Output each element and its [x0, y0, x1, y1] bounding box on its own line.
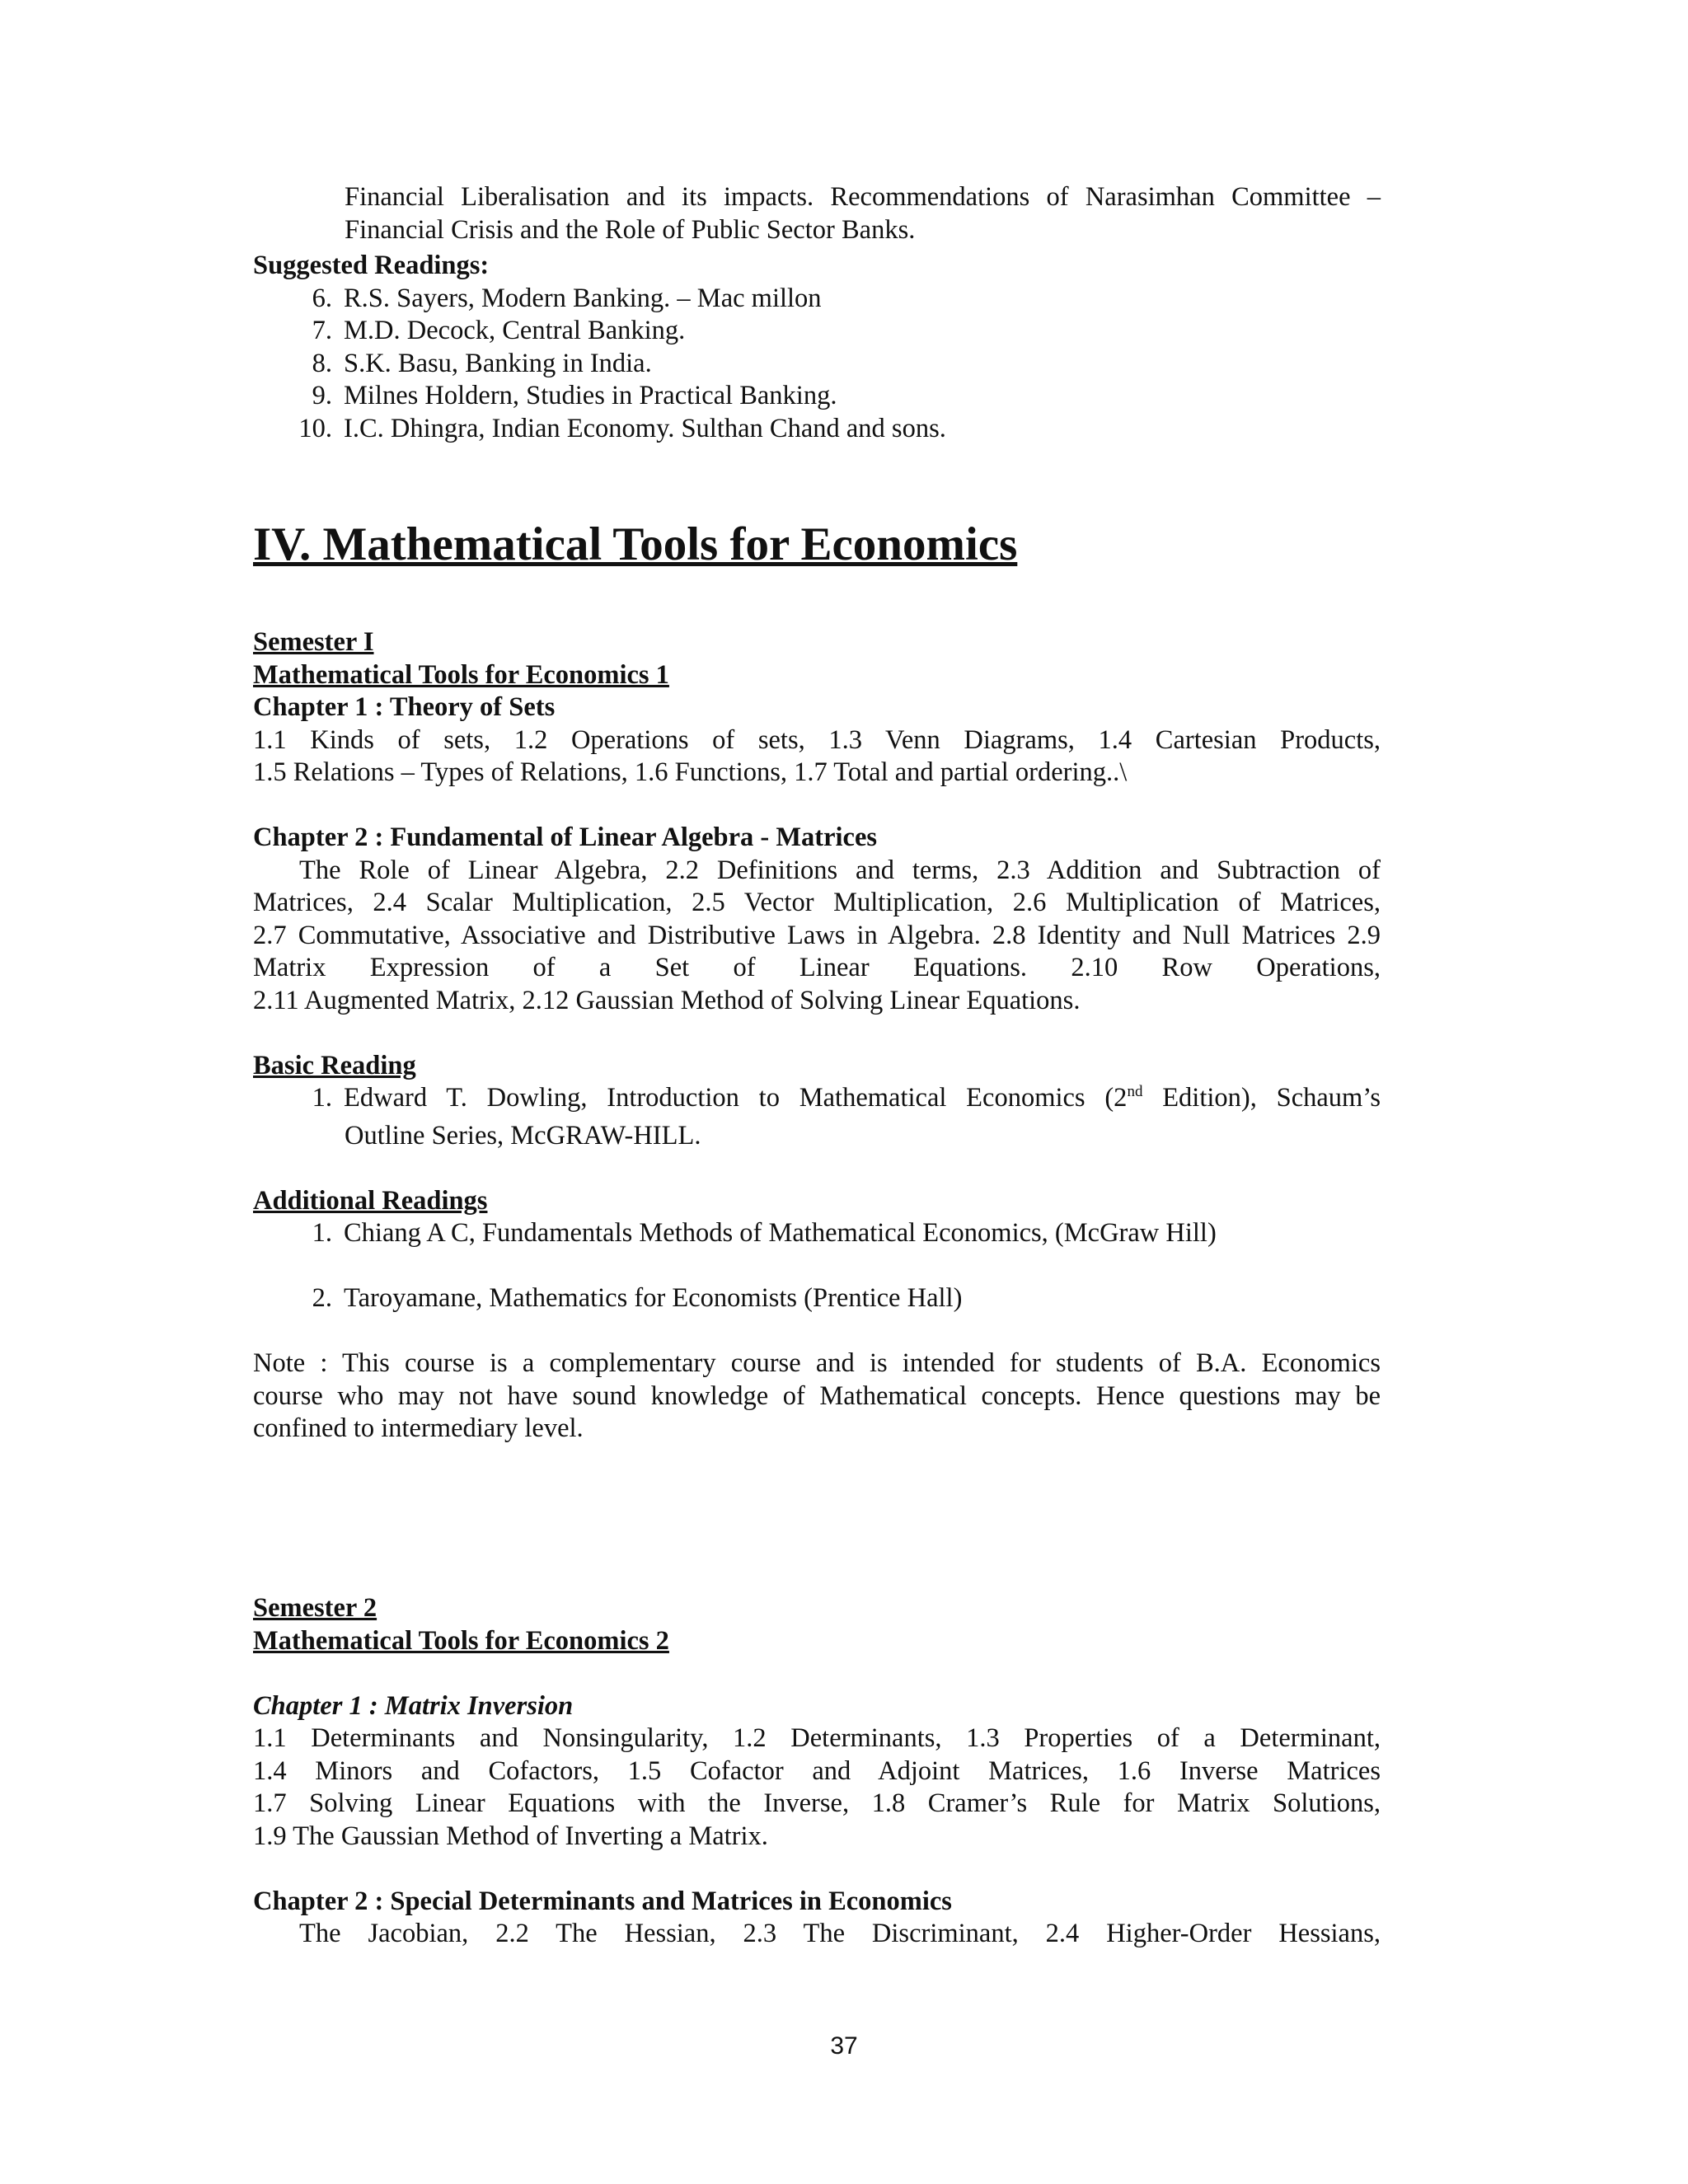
sem2-chapter-1-line-2: 1.4 Minors and Cofactors, 1.5 Cofactor and Adjoint Matrices, 1.6 Inverse Matrices: [253, 1755, 1381, 1786]
note-line-1: Note : This course is a complementary course and is intended for students of B.A. Economics: [253, 1348, 1381, 1378]
sem1-chapter-1-title: Chapter 1 : Theory of Sets: [253, 692, 556, 722]
intro-line-1: Financial Liberalisation and its impacts. Recommendations of Narasimhan Committee –: [345, 182, 1381, 212]
suggested-readings-heading: Suggested Readings:: [253, 251, 490, 280]
list-item: 8. S.K. Basu, Banking in India.: [312, 348, 652, 378]
sem2-chapter-2-line-1: The Jacobian, 2.2 The Hessian, 2.3 The Discriminant, 2.4 Higher-Order Hessians,: [299, 1919, 1381, 1948]
sem1-chapter-2-title: Chapter 2 : Fundamental of Linear Algebra - Matrices: [253, 823, 878, 852]
basic-reading-heading: Basic Reading: [253, 1050, 416, 1080]
list-item: 6. R.S. Sayers, Modern Banking. – Mac millon: [312, 283, 822, 313]
sem2-chapter-1-line-3: 1.7 Solving Linear Equations with the Inverse, 1.8 Cramer’s Rule for Matrix Solutions,: [253, 1788, 1381, 1818]
sem2-chapter-1-line-4: 1.9 The Gaussian Method of Inverting a Matrix.: [253, 1821, 768, 1851]
section-title: IV. Mathematical Tools for Economics: [253, 518, 1018, 570]
list-item: 9. Milnes Holdern, Studies in Practical Banking.: [312, 381, 837, 410]
note-line-2: course who may not have sound knowledge of Mathematical concepts. Hence questions may be: [253, 1380, 1381, 1411]
sem1-chapter-2-line-5: 2.11 Augmented Matrix, 2.12 Gaussian Method of Solving Linear Equations.: [253, 985, 1081, 1015]
sem1-chapter-1-line-2: 1.5 Relations – Types of Relations, 1.6 Functions, 1.7 Total and partial ordering..\: [253, 757, 1128, 787]
list-item: 10. I.C. Dhingra, Indian Economy. Sulthan Chand and sons.: [298, 413, 946, 443]
sem1-chapter-2-line-4: Matrix Expression of a Set of Linear Equations. 2.10 Row Operations,: [253, 953, 1381, 982]
page-number: 37: [830, 2032, 858, 2060]
semester-1-course: Mathematical Tools for Economics 1: [253, 659, 669, 690]
note-line-3: confined to intermediary level.: [253, 1413, 584, 1443]
basic-reading-line-2: Outline Series, McGRAW-HILL.: [345, 1120, 701, 1151]
semester-2-course: Mathematical Tools for Economics 2: [253, 1625, 669, 1656]
sem1-chapter-2-line-1: The Role of Linear Algebra, 2.2 Definitions and terms, 2.3 Addition and Subtraction of: [299, 855, 1381, 885]
semester-1-block: [253, 626, 1381, 1446]
list-item: 2. Taroyamane, Mathematics for Economists (Prentice Hall): [312, 1283, 963, 1313]
sem1-chapter-1-line-1: 1.1 Kinds of sets, 1.2 Operations of sets, 1.3 Venn Diagrams, 1.4 Cartesian Products,: [253, 724, 1381, 755]
semester-2-label: Semester 2: [253, 1593, 377, 1623]
sem2-chapter-2-title: Chapter 2 : Special Determinants and Matrices in Economics: [253, 1886, 952, 1916]
suggested-readings-list: [253, 283, 1381, 446]
top-block: [253, 181, 1381, 445]
sem2-chapter-1-line-1: 1.1 Determinants and Nonsingularity, 1.2 Determinants, 1.3 Properties of a Determinant,: [253, 1723, 1381, 1753]
sem2-chapter-1-title: Chapter 1 : Matrix Inversion: [253, 1690, 574, 1721]
semester-2-block: [253, 1592, 1381, 1951]
list-item: 1. Chiang A C, Fundamentals Methods of Mathematical Economics, (McGraw Hill): [312, 1218, 1217, 1248]
semester-1-label: Semester I: [253, 627, 374, 657]
list-item: 1. Edward T. Dowling, Introduction to Mathematical Economics (2nd Edition), Schaum’s: [312, 1083, 1381, 1113]
sem1-chapter-2-line-2: Matrices, 2.4 Scalar Multiplication, 2.5 Vector Multiplication, 2.6 Multiplication of Matrices,: [253, 888, 1381, 917]
additional-readings-heading: Additional Readings: [253, 1185, 488, 1216]
intro-line-2: Financial Crisis and the Role of Public Sector Banks.: [345, 214, 916, 245]
list-item: 7. M.D. Decock, Central Banking.: [312, 316, 686, 345]
sem1-chapter-2-line-3: 2.7 Commutative, Associative and Distributive Laws in Algebra. 2.8 Identity and Null Matrices 2.9: [253, 920, 1381, 950]
